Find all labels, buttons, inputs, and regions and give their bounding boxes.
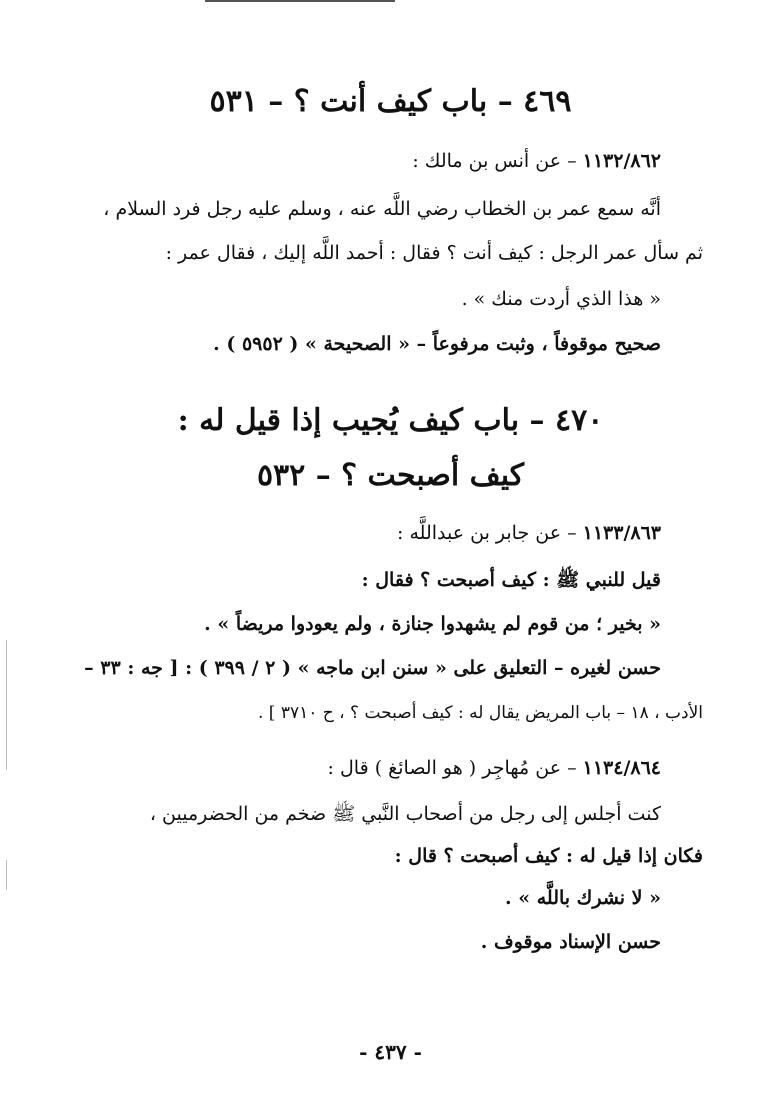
hadith-text-line: ثم سأل عمر الرجل : كيف أنت ؟ فقال : أحمد اللَّه إليك ، فقال عمر : (165, 242, 703, 264)
hadith-narrator: – عن أنس بن مالك : (412, 150, 577, 172)
hadith-grading-continued: الأدب ، ١٨ – باب المريض يقال له : كيف أصبحت ؟ ، ح ٣٧١٠ ] . (257, 703, 703, 723)
hadith-grading: حسن الإسناد موقوف . (480, 931, 661, 953)
hadith-text-line: كنت أجلس إلى رجل من أصحاب النَّبي ﷺ ضخم من الحضرميين ، (149, 803, 661, 825)
hadith-number: ١١٣٢/٨٦٢ (582, 150, 661, 172)
top-rule (205, 0, 395, 2)
hadith-text-line: « هذا الذي أردت منك » . (461, 288, 661, 310)
hadith-text-line: « بخير ؛ من قوم لم يشهدوا جنازة ، ولم يعودوا مريضاً » . (204, 613, 661, 635)
chapter-heading-470-line1: ٤٧٠ – باب كيف يُجيب إذا قيل له : (177, 403, 604, 438)
hadith-narrator: – عن مُهاجِر ( هو الصائغ ) قال : (327, 757, 577, 779)
hadith-text-line: « لا نشرك باللَّه » . (505, 887, 661, 909)
hadith-number: ١١٣٤/٨٦٤ (582, 757, 661, 779)
scan-edge-mark (6, 640, 7, 770)
page-number: - ٤٣٧ - (359, 1040, 422, 1064)
grading-label: حسن لغيره – التعليق على « سنن ابن ماجه » ( ٢ / ٣٩٩ ) : [ جه : ٣٣ – (84, 657, 661, 679)
chapter-heading-470-line2: كيف أصبحت ؟ – ٥٣٢ (256, 458, 525, 493)
scan-edge-mark (6, 860, 7, 890)
hadith-narrator: – عن جابر بن عبداللَّه : (397, 522, 577, 544)
hadith-header (412, 150, 661, 172)
hadith-header (328, 757, 661, 779)
hadith-text-line: فكان إذا قيل له : كيف أصبحت ؟ قال : (394, 845, 703, 867)
hadith-text-line: قيل للنبي ﷺ : كيف أصبحت ؟ فقال : (361, 569, 661, 591)
hadith-grading (84, 657, 661, 679)
hadith-number: ١١٣٣/٨٦٣ (582, 522, 661, 544)
hadith-header (397, 522, 661, 544)
chapter-heading-469: ٤٦٩ – باب كيف أنت ؟ – ٥٣١ (209, 84, 572, 119)
hadith-text-line: أنَّه سمع عمر بن الخطاب رضي اللَّه عنه ، وسلم عليه رجل فرد السلام ، (103, 198, 661, 220)
hadith-grading: صحيح موقوفاً ، وثبت مرفوعاً – « الصحيحة » ( ٥٩٥٢ ) . (213, 333, 661, 355)
